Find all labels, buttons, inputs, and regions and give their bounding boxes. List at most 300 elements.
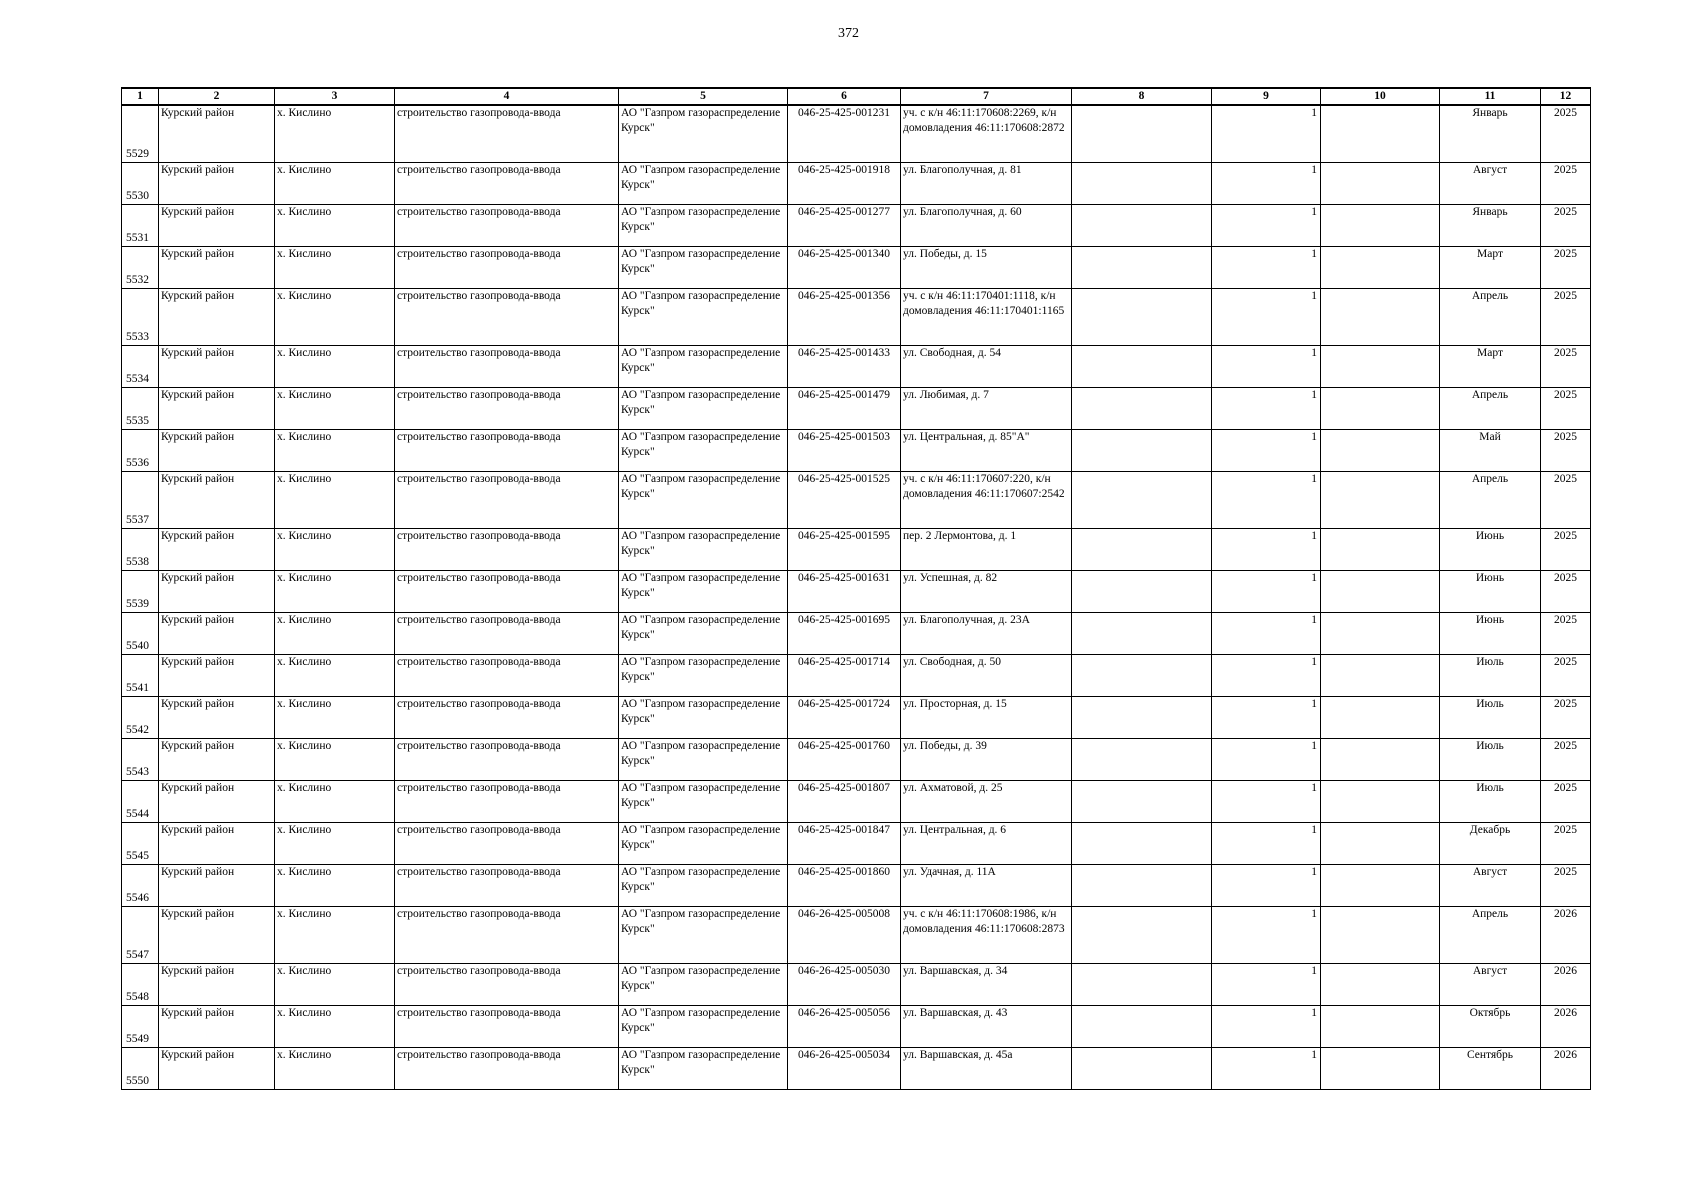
code-cell: 046-25-425-001231 <box>788 105 901 162</box>
year-cell: 2025 <box>1541 345 1591 387</box>
column-10-cell <box>1321 780 1440 822</box>
row-number-cell: 5549 <box>122 1005 159 1047</box>
district-cell: Курский район <box>159 204 275 246</box>
column-8-cell <box>1072 429 1212 471</box>
district-cell: Курский район <box>159 612 275 654</box>
settlement-cell: х. Кислино <box>275 204 395 246</box>
month-cell: Июнь <box>1440 570 1541 612</box>
district-cell: Курский район <box>159 387 275 429</box>
month-cell: Март <box>1440 246 1541 288</box>
table-row <box>122 204 1591 246</box>
table-row <box>122 105 1591 162</box>
column-10-cell <box>1321 906 1440 963</box>
code-cell: 046-25-425-001847 <box>788 822 901 864</box>
code-cell: 046-25-425-001277 <box>788 204 901 246</box>
quantity-cell: 1 <box>1212 654 1321 696</box>
column-10-cell <box>1321 963 1440 1005</box>
organization-cell: АО "Газпром газораспределение Курск" <box>619 528 788 570</box>
month-cell: Август <box>1440 963 1541 1005</box>
code-cell: 046-25-425-001807 <box>788 780 901 822</box>
quantity-cell: 1 <box>1212 246 1321 288</box>
column-10-cell <box>1321 288 1440 345</box>
work-type-cell: строительство газопровода-ввода <box>395 246 619 288</box>
month-cell: Апрель <box>1440 387 1541 429</box>
organization-cell: АО "Газпром газораспределение Курск" <box>619 471 788 528</box>
settlement-cell: х. Кислино <box>275 1005 395 1047</box>
column-8-cell <box>1072 612 1212 654</box>
year-cell: 2025 <box>1541 246 1591 288</box>
column-8-cell <box>1072 471 1212 528</box>
column-header: 11 <box>1440 88 1541 105</box>
column-8-cell <box>1072 906 1212 963</box>
column-10-cell <box>1321 471 1440 528</box>
code-cell: 046-25-425-001433 <box>788 345 901 387</box>
code-cell: 046-25-425-001340 <box>788 246 901 288</box>
table-row <box>122 387 1591 429</box>
quantity-cell: 1 <box>1212 570 1321 612</box>
column-10-cell <box>1321 696 1440 738</box>
month-cell: Апрель <box>1440 906 1541 963</box>
table-row <box>122 345 1591 387</box>
month-cell: Июль <box>1440 780 1541 822</box>
column-header: 10 <box>1321 88 1440 105</box>
year-cell: 2025 <box>1541 528 1591 570</box>
district-cell: Курский район <box>159 471 275 528</box>
settlement-cell: х. Кислино <box>275 780 395 822</box>
year-cell: 2025 <box>1541 696 1591 738</box>
month-cell: Июнь <box>1440 612 1541 654</box>
settlement-cell: х. Кислино <box>275 906 395 963</box>
code-cell: 046-25-425-001595 <box>788 528 901 570</box>
quantity-cell: 1 <box>1212 963 1321 1005</box>
column-8-cell <box>1072 1005 1212 1047</box>
settlement-cell: х. Кислино <box>275 528 395 570</box>
column-10-cell <box>1321 738 1440 780</box>
column-10-cell <box>1321 387 1440 429</box>
row-number-cell: 5550 <box>122 1047 159 1089</box>
page-number: 372 <box>838 26 859 41</box>
work-type-cell: строительство газопровода-ввода <box>395 738 619 780</box>
settlement-cell: х. Кислино <box>275 738 395 780</box>
month-cell: Сентябрь <box>1440 1047 1541 1089</box>
settlement-cell: х. Кислино <box>275 345 395 387</box>
row-number-cell: 5545 <box>122 822 159 864</box>
address-cell: ул. Любимая, д. 7 <box>901 387 1072 429</box>
work-type-cell: строительство газопровода-ввода <box>395 162 619 204</box>
organization-cell: АО "Газпром газораспределение Курск" <box>619 387 788 429</box>
organization-cell: АО "Газпром газораспределение Курск" <box>619 906 788 963</box>
settlement-cell: х. Кислино <box>275 471 395 528</box>
quantity-cell: 1 <box>1212 780 1321 822</box>
table-row <box>122 429 1591 471</box>
column-10-cell <box>1321 864 1440 906</box>
quantity-cell: 1 <box>1212 864 1321 906</box>
address-cell: ул. Благополучная, д. 60 <box>901 204 1072 246</box>
district-cell: Курский район <box>159 864 275 906</box>
year-cell: 2026 <box>1541 1047 1591 1089</box>
work-type-cell: строительство газопровода-ввода <box>395 288 619 345</box>
work-type-cell: строительство газопровода-ввода <box>395 528 619 570</box>
organization-cell: АО "Газпром газораспределение Курск" <box>619 345 788 387</box>
column-8-cell <box>1072 654 1212 696</box>
settlement-cell: х. Кислино <box>275 696 395 738</box>
quantity-cell: 1 <box>1212 204 1321 246</box>
organization-cell: АО "Газпром газораспределение Курск" <box>619 738 788 780</box>
column-10-cell <box>1321 345 1440 387</box>
work-type-cell: строительство газопровода-ввода <box>395 696 619 738</box>
table-body <box>122 105 1591 1089</box>
table-row <box>122 162 1591 204</box>
column-10-cell <box>1321 654 1440 696</box>
year-cell: 2025 <box>1541 204 1591 246</box>
quantity-cell: 1 <box>1212 387 1321 429</box>
address-cell: ул. Варшавская, д. 43 <box>901 1005 1072 1047</box>
column-8-cell <box>1072 864 1212 906</box>
column-8-cell <box>1072 162 1212 204</box>
row-number-cell: 5542 <box>122 696 159 738</box>
month-cell: Апрель <box>1440 471 1541 528</box>
quantity-cell: 1 <box>1212 1005 1321 1047</box>
year-cell: 2025 <box>1541 105 1591 162</box>
column-8-cell <box>1072 345 1212 387</box>
code-cell: 046-25-425-001860 <box>788 864 901 906</box>
settlement-cell: х. Кислино <box>275 246 395 288</box>
data-table <box>121 87 1591 1090</box>
table-row <box>122 1047 1591 1089</box>
column-8-cell <box>1072 528 1212 570</box>
settlement-cell: х. Кислино <box>275 570 395 612</box>
district-cell: Курский район <box>159 429 275 471</box>
month-cell: Август <box>1440 864 1541 906</box>
table-row <box>122 288 1591 345</box>
year-cell: 2026 <box>1541 1005 1591 1047</box>
settlement-cell: х. Кислино <box>275 1047 395 1089</box>
address-cell: ул. Победы, д. 39 <box>901 738 1072 780</box>
row-number-cell: 5538 <box>122 528 159 570</box>
column-10-cell <box>1321 162 1440 204</box>
row-number-cell: 5543 <box>122 738 159 780</box>
address-cell: ул. Варшавская, д. 45а <box>901 1047 1072 1089</box>
address-cell: ул. Успешная, д. 82 <box>901 570 1072 612</box>
row-number-cell: 5536 <box>122 429 159 471</box>
organization-cell: АО "Газпром газораспределение Курск" <box>619 963 788 1005</box>
row-number-cell: 5533 <box>122 288 159 345</box>
column-8-cell <box>1072 204 1212 246</box>
month-cell: Август <box>1440 162 1541 204</box>
organization-cell: АО "Газпром газораспределение Курск" <box>619 654 788 696</box>
year-cell: 2025 <box>1541 822 1591 864</box>
year-cell: 2025 <box>1541 162 1591 204</box>
row-number-cell: 5529 <box>122 105 159 162</box>
organization-cell: АО "Газпром газораспределение Курск" <box>619 246 788 288</box>
column-header: 12 <box>1541 88 1591 105</box>
table-row <box>122 906 1591 963</box>
column-header: 6 <box>788 88 901 105</box>
district-cell: Курский район <box>159 162 275 204</box>
organization-cell: АО "Газпром газораспределение Курск" <box>619 822 788 864</box>
district-cell: Курский район <box>159 696 275 738</box>
table-row <box>122 654 1591 696</box>
settlement-cell: х. Кислино <box>275 822 395 864</box>
address-cell: уч. с к/н 46:11:170401:1118, к/н домовладения 46:11:170401:1165 <box>901 288 1072 345</box>
organization-cell: АО "Газпром газораспределение Курск" <box>619 429 788 471</box>
work-type-cell: строительство газопровода-ввода <box>395 1047 619 1089</box>
district-cell: Курский район <box>159 1005 275 1047</box>
address-cell: ул. Центральная, д. 85"А" <box>901 429 1072 471</box>
year-cell: 2025 <box>1541 780 1591 822</box>
settlement-cell: х. Кислино <box>275 288 395 345</box>
district-cell: Курский район <box>159 288 275 345</box>
code-cell: 046-25-425-001479 <box>788 387 901 429</box>
row-number-cell: 5548 <box>122 963 159 1005</box>
work-type-cell: строительство газопровода-ввода <box>395 822 619 864</box>
table-row <box>122 780 1591 822</box>
address-cell: ул. Просторная, д. 15 <box>901 696 1072 738</box>
settlement-cell: х. Кислино <box>275 864 395 906</box>
code-cell: 046-25-425-001503 <box>788 429 901 471</box>
row-number-cell: 5539 <box>122 570 159 612</box>
quantity-cell: 1 <box>1212 471 1321 528</box>
month-cell: Май <box>1440 429 1541 471</box>
table-row <box>122 471 1591 528</box>
district-cell: Курский район <box>159 780 275 822</box>
district-cell: Курский район <box>159 246 275 288</box>
address-cell: ул. Благополучная, д. 23А <box>901 612 1072 654</box>
row-number-cell: 5546 <box>122 864 159 906</box>
row-number-cell: 5537 <box>122 471 159 528</box>
table-row <box>122 864 1591 906</box>
column-header: 7 <box>901 88 1072 105</box>
column-10-cell <box>1321 570 1440 612</box>
code-cell: 046-26-425-005030 <box>788 963 901 1005</box>
quantity-cell: 1 <box>1212 696 1321 738</box>
work-type-cell: строительство газопровода-ввода <box>395 387 619 429</box>
column-header: 4 <box>395 88 619 105</box>
district-cell: Курский район <box>159 738 275 780</box>
settlement-cell: х. Кислино <box>275 162 395 204</box>
month-cell: Июль <box>1440 654 1541 696</box>
table-row <box>122 1005 1591 1047</box>
table-row <box>122 696 1591 738</box>
address-cell: ул. Победы, д. 15 <box>901 246 1072 288</box>
quantity-cell: 1 <box>1212 612 1321 654</box>
work-type-cell: строительство газопровода-ввода <box>395 612 619 654</box>
table-row <box>122 822 1591 864</box>
year-cell: 2025 <box>1541 471 1591 528</box>
month-cell: Декабрь <box>1440 822 1541 864</box>
code-cell: 046-25-425-001695 <box>788 612 901 654</box>
organization-cell: АО "Газпром газораспределение Курск" <box>619 696 788 738</box>
table-row <box>122 570 1591 612</box>
year-cell: 2025 <box>1541 570 1591 612</box>
work-type-cell: строительство газопровода-ввода <box>395 780 619 822</box>
work-type-cell: строительство газопровода-ввода <box>395 654 619 696</box>
year-cell: 2025 <box>1541 387 1591 429</box>
code-cell: 046-26-425-005008 <box>788 906 901 963</box>
month-cell: Июль <box>1440 738 1541 780</box>
column-header: 1 <box>122 88 159 105</box>
column-8-cell <box>1072 963 1212 1005</box>
column-10-cell <box>1321 105 1440 162</box>
month-cell: Январь <box>1440 105 1541 162</box>
organization-cell: АО "Газпром газораспределение Курск" <box>619 612 788 654</box>
column-8-cell <box>1072 780 1212 822</box>
year-cell: 2025 <box>1541 429 1591 471</box>
row-number-cell: 5534 <box>122 345 159 387</box>
table-row <box>122 963 1591 1005</box>
quantity-cell: 1 <box>1212 822 1321 864</box>
quantity-cell: 1 <box>1212 429 1321 471</box>
year-cell: 2026 <box>1541 906 1591 963</box>
organization-cell: АО "Газпром газораспределение Курск" <box>619 162 788 204</box>
column-8-cell <box>1072 1047 1212 1089</box>
code-cell: 046-25-425-001631 <box>788 570 901 612</box>
district-cell: Курский район <box>159 345 275 387</box>
organization-cell: АО "Газпром газораспределение Курск" <box>619 780 788 822</box>
work-type-cell: строительство газопровода-ввода <box>395 963 619 1005</box>
address-cell: пер. 2 Лермонтова, д. 1 <box>901 528 1072 570</box>
column-10-cell <box>1321 528 1440 570</box>
column-8-cell <box>1072 738 1212 780</box>
column-8-cell <box>1072 387 1212 429</box>
month-cell: Июнь <box>1440 528 1541 570</box>
row-number-cell: 5535 <box>122 387 159 429</box>
year-cell: 2025 <box>1541 864 1591 906</box>
work-type-cell: строительство газопровода-ввода <box>395 204 619 246</box>
settlement-cell: х. Кислино <box>275 963 395 1005</box>
organization-cell: АО "Газпром газораспределение Курск" <box>619 204 788 246</box>
row-number-cell: 5544 <box>122 780 159 822</box>
month-cell: Январь <box>1440 204 1541 246</box>
district-cell: Курский район <box>159 105 275 162</box>
row-number-cell: 5547 <box>122 906 159 963</box>
column-header: 5 <box>619 88 788 105</box>
district-cell: Курский район <box>159 822 275 864</box>
row-number-cell: 5540 <box>122 612 159 654</box>
column-8-cell <box>1072 288 1212 345</box>
column-10-cell <box>1321 204 1440 246</box>
organization-cell: АО "Газпром газораспределение Курск" <box>619 570 788 612</box>
district-cell: Курский район <box>159 906 275 963</box>
organization-cell: АО "Газпром газораспределение Курск" <box>619 1047 788 1089</box>
settlement-cell: х. Кислино <box>275 105 395 162</box>
quantity-cell: 1 <box>1212 738 1321 780</box>
organization-cell: АО "Газпром газораспределение Курск" <box>619 105 788 162</box>
address-cell: уч. с к/н 46:11:170608:1986, к/н домовладения 46:11:170608:2873 <box>901 906 1072 963</box>
address-cell: ул. Удачная, д. 11А <box>901 864 1072 906</box>
code-cell: 046-25-425-001724 <box>788 696 901 738</box>
code-cell: 046-25-425-001918 <box>788 162 901 204</box>
work-type-cell: строительство газопровода-ввода <box>395 429 619 471</box>
column-header: 3 <box>275 88 395 105</box>
district-cell: Курский район <box>159 654 275 696</box>
address-cell: ул. Свободная, д. 50 <box>901 654 1072 696</box>
address-cell: ул. Ахматовой, д. 25 <box>901 780 1072 822</box>
code-cell: 046-25-425-001356 <box>788 288 901 345</box>
settlement-cell: х. Кислино <box>275 654 395 696</box>
month-cell: Октябрь <box>1440 1005 1541 1047</box>
code-cell: 046-26-425-005034 <box>788 1047 901 1089</box>
row-number-cell: 5541 <box>122 654 159 696</box>
column-header: 9 <box>1212 88 1321 105</box>
quantity-cell: 1 <box>1212 528 1321 570</box>
address-cell: ул. Варшавская, д. 34 <box>901 963 1072 1005</box>
column-10-cell <box>1321 429 1440 471</box>
column-header: 2 <box>159 88 275 105</box>
column-10-cell <box>1321 1047 1440 1089</box>
row-number-cell: 5531 <box>122 204 159 246</box>
column-8-cell <box>1072 570 1212 612</box>
code-cell: 046-25-425-001714 <box>788 654 901 696</box>
column-8-cell <box>1072 696 1212 738</box>
work-type-cell: строительство газопровода-ввода <box>395 864 619 906</box>
quantity-cell: 1 <box>1212 1047 1321 1089</box>
table-row <box>122 612 1591 654</box>
year-cell: 2026 <box>1541 963 1591 1005</box>
work-type-cell: строительство газопровода-ввода <box>395 105 619 162</box>
column-header: 8 <box>1072 88 1212 105</box>
work-type-cell: строительство газопровода-ввода <box>395 1005 619 1047</box>
month-cell: Июль <box>1440 696 1541 738</box>
column-10-cell <box>1321 822 1440 864</box>
district-cell: Курский район <box>159 963 275 1005</box>
settlement-cell: х. Кислино <box>275 612 395 654</box>
column-8-cell <box>1072 822 1212 864</box>
organization-cell: АО "Газпром газораспределение Курск" <box>619 1005 788 1047</box>
work-type-cell: строительство газопровода-ввода <box>395 906 619 963</box>
table-row <box>122 738 1591 780</box>
quantity-cell: 1 <box>1212 906 1321 963</box>
year-cell: 2025 <box>1541 288 1591 345</box>
column-10-cell <box>1321 1005 1440 1047</box>
table-header <box>122 88 1591 105</box>
column-8-cell <box>1072 246 1212 288</box>
work-type-cell: строительство газопровода-ввода <box>395 471 619 528</box>
year-cell: 2025 <box>1541 612 1591 654</box>
work-type-cell: строительство газопровода-ввода <box>395 345 619 387</box>
settlement-cell: х. Кислино <box>275 429 395 471</box>
code-cell: 046-25-425-001760 <box>788 738 901 780</box>
district-cell: Курский район <box>159 570 275 612</box>
table-row <box>122 246 1591 288</box>
quantity-cell: 1 <box>1212 105 1321 162</box>
quantity-cell: 1 <box>1212 345 1321 387</box>
address-cell: ул. Благополучная, д. 81 <box>901 162 1072 204</box>
column-10-cell <box>1321 612 1440 654</box>
address-cell: уч. с к/н 46:11:170608:2269, к/н домовладения 46:11:170608:2872 <box>901 105 1072 162</box>
district-cell: Курский район <box>159 1047 275 1089</box>
address-cell: ул. Центральная, д. 6 <box>901 822 1072 864</box>
code-cell: 046-25-425-001525 <box>788 471 901 528</box>
organization-cell: АО "Газпром газораспределение Курск" <box>619 288 788 345</box>
settlement-cell: х. Кислино <box>275 387 395 429</box>
code-cell: 046-26-425-005056 <box>788 1005 901 1047</box>
year-cell: 2025 <box>1541 654 1591 696</box>
column-10-cell <box>1321 246 1440 288</box>
year-cell: 2025 <box>1541 738 1591 780</box>
column-8-cell <box>1072 105 1212 162</box>
quantity-cell: 1 <box>1212 162 1321 204</box>
row-number-cell: 5530 <box>122 162 159 204</box>
address-cell: уч. с к/н 46:11:170607:220, к/н домовладения 46:11:170607:2542 <box>901 471 1072 528</box>
table-row <box>122 528 1591 570</box>
header-row <box>122 88 1591 105</box>
district-cell: Курский район <box>159 528 275 570</box>
row-number-cell: 5532 <box>122 246 159 288</box>
address-cell: ул. Свободная, д. 54 <box>901 345 1072 387</box>
work-type-cell: строительство газопровода-ввода <box>395 570 619 612</box>
month-cell: Март <box>1440 345 1541 387</box>
